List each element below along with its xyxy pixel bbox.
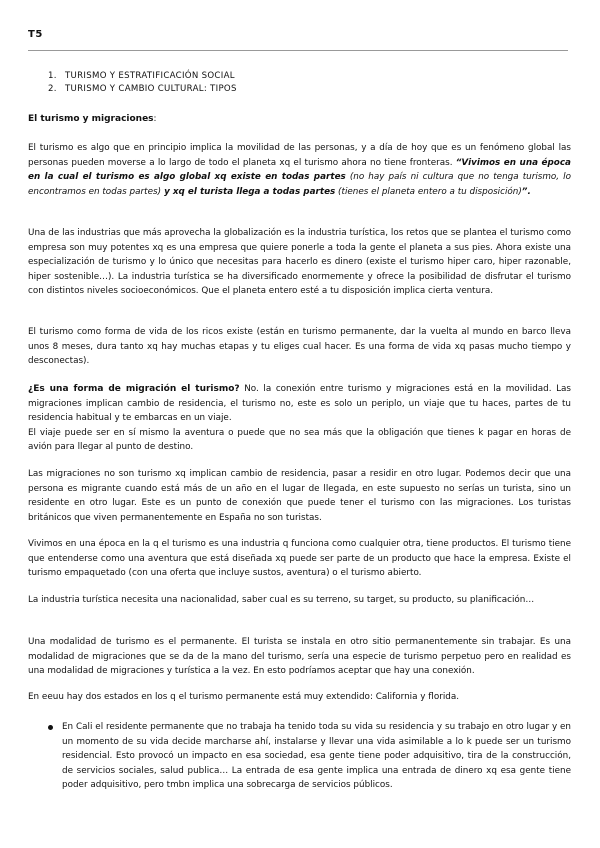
header-divider [28,50,568,51]
paragraph-text-2: El viaje puede ser en sí mismo la aventura o puede que no sea más que la obligación que tienes k pagar en horas de avión para llegar al punto de destino. [28,427,571,452]
topic-item [48,70,237,83]
paragraph-text: El turismo es algo que en principio implica la movilidad de las personas, y a día de hoy que es un fenómeno global las personas pueden moverse a lo largo de todo el planeta xq el turismo ahora no tiene fronteras. [28,143,571,168]
section-heading-colon: : [153,114,157,124]
quote-italic-2: (tienes el planeta entero a tu disposición) [335,186,522,197]
paragraph-rich-lifestyle: El turismo como forma de vida de los ricos existe (están en turismo permanente, dar la vuelta al mundo en barco lleva unos 8 meses, dura tanto xq hay muchas etapas y tu eliges cual hacer. Es una forma de vida xq pasas mucho tiempo y desconectas). [28,327,571,366]
paragraph-industry: Una de las industrias que más aprovecha la globalización es la industria turística, los retos que se plantea el turismo como empresa son muy potentes xq es una empresa que quiere ponerle a toda la gente el planeta a sus pies. Ahora existe una especialización de turismo y lo único que necesitas para hacerlo es dinero (existe el turismo hiper caro, hiper razonable, hiper sostenible…). La industria turística se ha diversificado enormemente y ofrece la posibilidad de disfrutar el turismo con distintos niveles socioeconómicos. Que el planeta entero esté a tu disposición implica cierta ventura. [28,228,571,296]
topic-item [48,83,237,96]
quote-italic-1: (no hay país ni cultura que no tenga turismo, lo encontramos en todas partes) [28,172,571,197]
bullet-list [42,720,571,793]
quote-close: ”. [521,186,531,197]
paragraph-intro [28,141,571,199]
paragraph-industry-products: Vivimos en una época en la q el turismo es una industria q funciona como cualquier otra, tiene productos. El turismo tiene que entenderse como una aventura que está diseñada xq puede ser parte de un producto que hace la empresa. Existe el turismo empaquetado (con una oferta que incluye sustos, aventura) o el turismo abierto. [28,539,571,578]
topic-list [48,70,237,96]
topic-number: 1. [48,71,57,81]
paragraph-usa: En eeuu hay dos estados en los q el turismo permanente está muy extendido: California y florida. [28,692,460,702]
question-bold: ¿Es una forma de migración el turismo? [28,384,240,394]
topic-number: 2. [48,84,57,94]
section-heading-line [28,112,571,127]
paragraph-migrations: Las migraciones no son turismo xq implican cambio de residencia, pasar a residir en otro lugar. Podemos decir que una persona es migrante cuando está más de un año en el lugar de llegada, en este supuesto no serías un turista, sino un residente en otro lugar. Este es un punto de conexión que puede tener el turismo con las migraciones. Los turistas británicos que viven permanentemente en España no son turistas. [28,469,571,523]
paragraph-permanent: Una modalidad de turismo es el permanente. El turista se instala en otro sitio permanentemente sin trabajar. Es una modalidad de migraciones que se da de la mano del turismo, sería una especie de turismo perpetuo pero en realidad es una modalidad de migraciones y turística a la vez. En esto podríamos aceptar que hay una conexión. [28,637,571,676]
quote-open: “ [455,157,462,168]
paragraph-migration-question [28,382,571,455]
section-heading: El turismo y migraciones [28,114,154,124]
topic-label: TURISMO Y ESTRATIFICACIÓN SOCIAL [65,71,235,81]
quote-bold-1: Vivimos en una época en la cual el turismo es algo global xq existe en todas partes [28,157,571,182]
quote-bold-2: y xq el turista llega a todas partes [161,186,336,197]
topic-label: TURISMO Y CAMBIO CULTURAL: TIPOS [65,84,237,94]
document-title: T5 [28,29,43,40]
paragraph-text: No. la conexión entre turismo y migraciones está en la movilidad. Las migraciones implican cambio de residencia, el turismo no, este es solo un periplo, un viaje que tu haces, partes de tu residencia habitual y te embarcas en un viaje. [28,384,572,423]
bullet-icon [48,725,53,730]
paragraph-nationality: La industria turística necesita una nacionalidad, saber cual es su terreno, su target, su producto, su planificación… [28,595,535,605]
bullet-item-text: En Cali el residente permanente que no trabaja ha tenido toda su vida su residencia y su trabajo en otro lugar y en un momento de su vida decide marcharse ahí, instalarse y llevar una vida asimilable a lo k puede ser un turismo residencial. Esto provocó un impacto en esa sociedad, esa gente tiene poder adquisitivo, tira de la construcción, de servicios sociales, salud publica… La entrada de esa gente implica una entrada de dinero xq esa gente tiene poder adquisitivo, pero tmbn implica una sobrecarga de servicios públicos. [62,722,571,790]
